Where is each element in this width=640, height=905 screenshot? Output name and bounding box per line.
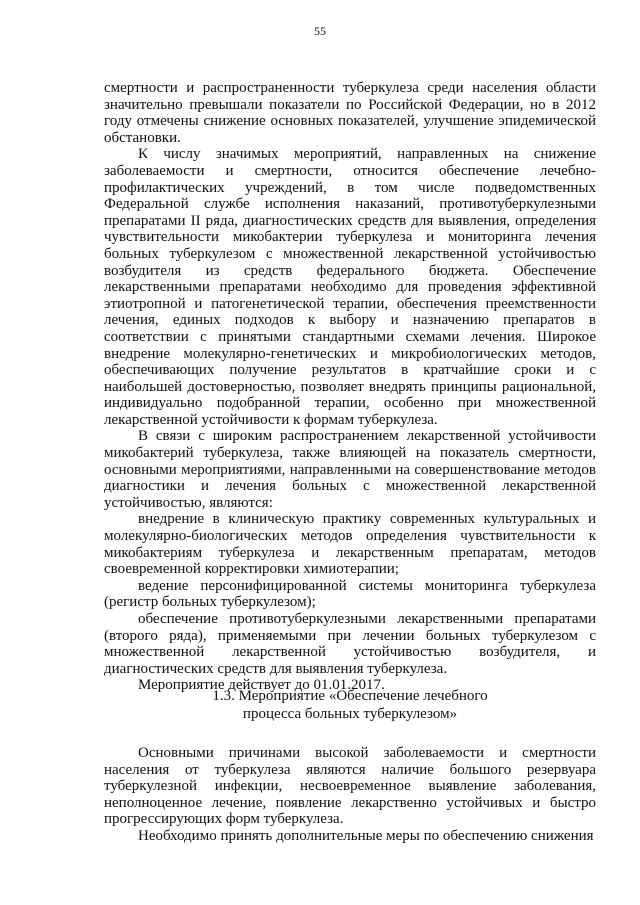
paragraph-continuation: смертности и распространенности туберкулеза среди населения области значительно превышали показатели по Российской Федерации, но в 2012 году отмечены снижение основных показателей, улучшение эпидемической обстановки.: [104, 80, 596, 146]
section-heading: [104, 688, 596, 723]
list-item-supply: обеспечение противотуберкулезными лекарственными препаратами (второго ряда), применяемыми при лечении больных туберкулезом с множественной лекарственной устойчивостью возбудителя, и диагностических средств для выявления туберкулеза.: [104, 611, 596, 677]
body-text-block-2: [104, 745, 596, 845]
paragraph-resistance: В связи с широким распространением лекарственной устойчивости микобактерий туберкулеза, также влияющей на показатель смертности, основными мероприятиями, направленными на совершенствование методов диагностики и лечения больных с множественной лекарственной устойчивостью, являются:: [104, 428, 596, 511]
paragraph-measures-needed: Необходимо принять дополнительные меры по обеспечению снижения: [138, 827, 594, 844]
body-text-block-1: [104, 80, 596, 694]
list-item-registry: ведение персонифицированной системы мониторинга туберкулеза (регистр больных туберкулезом);: [104, 577, 596, 611]
section-heading-line-1: 1.3. Мероприятие «Обеспечение лечебного: [212, 688, 488, 704]
paragraph-measures: К числу значимых мероприятий, направленных на снижение заболеваемости и смертности, относится обеспечение лечебно-профилактических учреждений, в том числе подведомственных Федеральной службе исполнения наказаний, противотуберкулезными препаратами II ряда, диагностических средств для выявления, определения чувствительности микобактерии туберкулеза и мониторинга лечения больных туберкулезом с множественной лекарственной устойчивостью возбудителя из средств федерального бюджета. Обеспечение лекарственными препаратами необходимо для проведения эффективной этиотропной и патогенетической терапии, обеспечения преемственности лечения, единых подходов к выбору и назначению препаратов в соответствии с принятыми стандартными схемами лечения. Широкое внедрение молекулярно-генетических и микробиологических методов, обеспечивающих получение результатов в кратчайшие сроки и с наибольшей достоверностью, позволяет внедрять принципы рациональной, индивидуально подобранной терапии, особенно при множественной лекарственной устойчивости к формам туберкулеза.: [104, 146, 596, 428]
paragraph-causes: Основными причинами высокой заболеваемости и смертности населения от туберкулеза являются наличие большого резервуара туберкулезной инфекции, несвоевременное выявление заболевания, неполноценное лечение, появление лекарственно устойчивых и быстро прогрессирующих форм туберкулеза.: [104, 745, 596, 828]
paragraph-validity: Мероприятие действует до 01.01.2017.: [138, 677, 385, 694]
page-number: 55: [314, 24, 326, 38]
section-heading-line-2: процесса больных туберкулезом»: [242, 705, 458, 722]
list-item-practice: внедрение в клиническую практику современных культуральных и молекулярно-биологических методов определения чувствительности к микобактериям туберкулеза и лекарственным препаратам, методов своевременной корректировки химиотерапии;: [104, 511, 596, 578]
